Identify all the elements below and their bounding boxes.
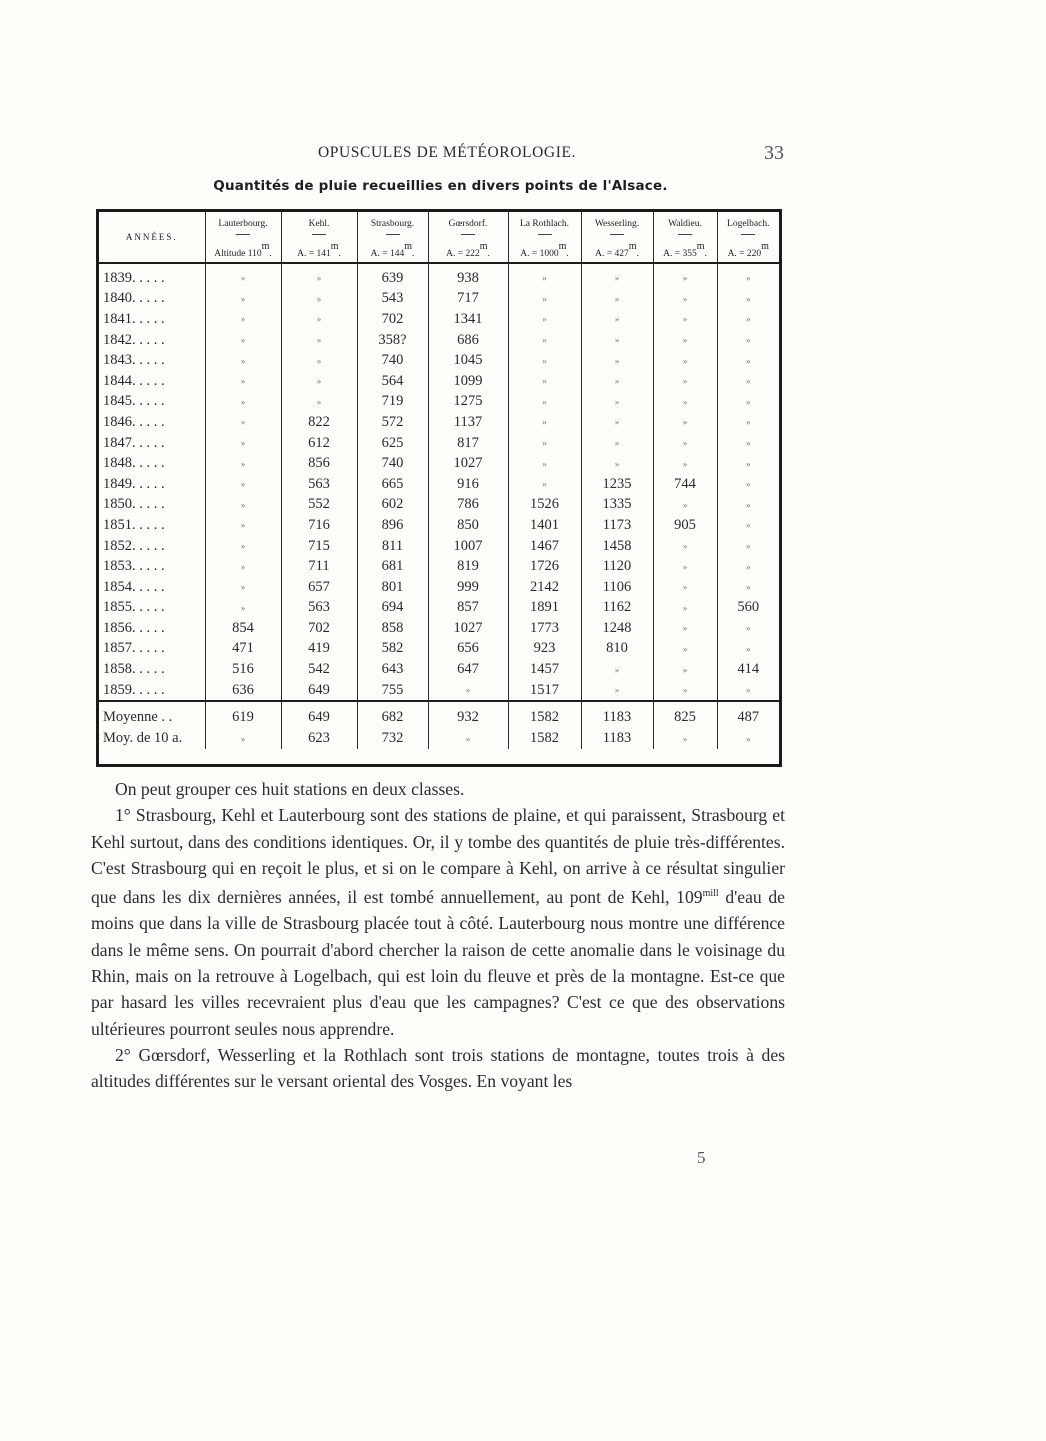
value-cell: » <box>205 392 281 413</box>
value-cell: 1248 <box>581 618 653 639</box>
value-cell: 1183 <box>581 728 653 749</box>
dash <box>236 234 250 235</box>
year-cell: 1847. . . . . <box>103 434 165 451</box>
table-row <box>99 330 779 351</box>
value-cell: » <box>653 680 717 702</box>
value-cell: 643 <box>357 659 428 680</box>
year-cell: 1852. . . . . <box>103 537 165 554</box>
value-cell: 740 <box>357 350 428 371</box>
value-cell: » <box>428 728 508 749</box>
value-cell: 543 <box>357 289 428 310</box>
station-altitude: A. = $141^m$. <box>297 241 341 259</box>
value-cell: » <box>717 474 779 495</box>
value-cell: » <box>653 412 717 433</box>
value-cell: » <box>508 309 581 330</box>
year-cell: Moyenne . . <box>99 701 205 728</box>
table-row <box>99 728 779 749</box>
value-cell: » <box>653 495 717 516</box>
value-cell: 1027 <box>428 618 508 639</box>
station-altitude: A. = $144^m$. <box>370 241 415 259</box>
value-cell: » <box>581 350 653 371</box>
value-cell: » <box>508 412 581 433</box>
value-cell: 647 <box>428 659 508 680</box>
value-cell: 819 <box>428 556 508 577</box>
table-body <box>99 263 779 701</box>
table-header-row <box>99 212 779 263</box>
value-cell: » <box>653 371 717 392</box>
value-cell: » <box>205 598 281 619</box>
year-cell: 1845. . . . . <box>103 393 165 410</box>
value-cell: 516 <box>205 659 281 680</box>
value-cell: » <box>653 350 717 371</box>
year-cell: 1849. . . . . <box>103 475 165 492</box>
station-altitude: Altitude 110$^m$. <box>214 241 272 259</box>
value-cell: » <box>653 263 717 289</box>
value-cell: » <box>205 309 281 330</box>
value-cell: » <box>717 680 779 702</box>
value-cell: 856 <box>281 453 357 474</box>
table-row <box>99 701 779 728</box>
value-cell: » <box>717 289 779 310</box>
value-cell: 850 <box>428 515 508 536</box>
value-cell: 639 <box>357 263 428 289</box>
station-header <box>428 212 508 263</box>
value-cell: 810 <box>581 639 653 660</box>
value-cell: » <box>653 728 717 749</box>
station-altitude: A. = $1000^m$. <box>520 241 569 259</box>
value-cell: 732 <box>357 728 428 749</box>
table-row <box>99 392 779 413</box>
value-cell: 582 <box>357 639 428 660</box>
value-cell: » <box>281 330 357 351</box>
table-row <box>99 515 779 536</box>
value-cell: 649 <box>281 701 357 728</box>
value-cell: 923 <box>508 639 581 660</box>
value-cell: 1106 <box>581 577 653 598</box>
year-cell: 1842. . . . . <box>103 331 165 348</box>
value-cell: 1517 <box>508 680 581 702</box>
value-cell: » <box>581 680 653 702</box>
value-cell: » <box>205 330 281 351</box>
dash <box>386 234 400 235</box>
dash <box>312 234 326 235</box>
station-header <box>508 212 581 263</box>
value-cell: » <box>508 371 581 392</box>
year-cell: 1855. . . . . <box>103 599 165 616</box>
value-cell: 560 <box>717 598 779 619</box>
value-cell: 801 <box>357 577 428 598</box>
value-cell: » <box>653 598 717 619</box>
value-cell: 682 <box>357 701 428 728</box>
station-header <box>653 212 717 263</box>
value-cell: 623 <box>281 728 357 749</box>
value-cell: » <box>508 263 581 289</box>
value-cell: 1582 <box>508 728 581 749</box>
table-row <box>99 495 779 516</box>
value-cell: 858 <box>357 618 428 639</box>
value-cell: 999 <box>428 577 508 598</box>
value-cell: 358? <box>357 330 428 351</box>
station-name: La Rothlach. <box>519 219 570 229</box>
value-cell: » <box>717 495 779 516</box>
station-name: Logelbach. <box>727 219 770 229</box>
table-row <box>99 618 779 639</box>
table-row <box>99 598 779 619</box>
value-cell: » <box>717 309 779 330</box>
table-row <box>99 474 779 495</box>
value-cell: 471 <box>205 639 281 660</box>
table-summary <box>99 701 779 749</box>
value-cell: » <box>717 330 779 351</box>
value-cell: » <box>581 371 653 392</box>
value-cell: » <box>205 263 281 289</box>
value-cell: 1275 <box>428 392 508 413</box>
value-cell: 811 <box>357 536 428 557</box>
value-cell: » <box>281 392 357 413</box>
value-cell: » <box>653 330 717 351</box>
value-cell: » <box>581 289 653 310</box>
paragraph: 2° Gœrsdorf, Wesserling et la Rothlach sont trois stations de montagne, toutes trois à des altitudes différentes sur le versant oriental des Vosges. En voyant les <box>91 1044 785 1092</box>
dash <box>741 234 755 235</box>
station-name: Waldieu. <box>668 219 702 229</box>
value-cell: 1582 <box>508 701 581 728</box>
value-cell: » <box>653 453 717 474</box>
station-altitude: A. = $222^m$. <box>446 241 490 259</box>
year-cell: 1858. . . . . <box>103 661 165 678</box>
year-cell: 1857. . . . . <box>103 640 165 657</box>
year-cell: 1859. . . . . <box>103 681 165 698</box>
value-cell: » <box>205 474 281 495</box>
dash <box>461 234 475 235</box>
value-cell: 625 <box>357 433 428 454</box>
value-cell: 419 <box>281 639 357 660</box>
value-cell: » <box>653 618 717 639</box>
table-row <box>99 577 779 598</box>
table-row <box>99 412 779 433</box>
value-cell: » <box>581 392 653 413</box>
value-cell: 1137 <box>428 412 508 433</box>
value-cell: » <box>205 515 281 536</box>
value-cell: » <box>717 433 779 454</box>
rainfall-table <box>99 212 779 749</box>
value-cell: » <box>717 536 779 557</box>
value-cell: » <box>653 392 717 413</box>
value-cell: 694 <box>357 598 428 619</box>
value-cell: » <box>581 412 653 433</box>
value-cell: 2142 <box>508 577 581 598</box>
value-cell: 1162 <box>581 598 653 619</box>
value-cell: » <box>508 392 581 413</box>
value-cell: 716 <box>281 515 357 536</box>
value-cell: 602 <box>357 495 428 516</box>
table-row <box>99 309 779 330</box>
value-cell: » <box>653 536 717 557</box>
value-cell: 686 <box>428 330 508 351</box>
station-header <box>717 212 779 263</box>
station-name: Lauterbourg. <box>218 219 268 229</box>
value-cell: 1401 <box>508 515 581 536</box>
value-cell: » <box>205 495 281 516</box>
value-cell: 719 <box>357 392 428 413</box>
station-altitude: A. = $427^m$. <box>595 241 639 259</box>
dash <box>610 234 624 235</box>
value-cell: » <box>508 474 581 495</box>
value-cell: 817 <box>428 433 508 454</box>
value-cell: » <box>281 263 357 289</box>
value-cell: 1773 <box>508 618 581 639</box>
year-cell: 1841. . . . . <box>103 310 165 327</box>
value-cell: 636 <box>205 680 281 702</box>
value-cell: 916 <box>428 474 508 495</box>
value-cell: 1457 <box>508 659 581 680</box>
value-cell: » <box>653 556 717 577</box>
value-cell: » <box>205 536 281 557</box>
value-cell: » <box>653 289 717 310</box>
value-cell: » <box>508 350 581 371</box>
value-cell: 896 <box>357 515 428 536</box>
paragraph: On peut grouper ces huit stations en deux classes. <box>115 779 465 799</box>
value-cell: 542 <box>281 659 357 680</box>
value-cell: » <box>653 433 717 454</box>
year-cell: 1848. . . . . <box>103 455 165 472</box>
year-cell: 1851. . . . . <box>103 516 165 533</box>
value-cell: 825 <box>653 701 717 728</box>
value-cell: » <box>717 618 779 639</box>
station-header <box>281 212 357 263</box>
year-cell: 1846. . . . . <box>103 413 165 430</box>
table-row <box>99 639 779 660</box>
value-cell: 1027 <box>428 453 508 474</box>
value-cell: 1526 <box>508 495 581 516</box>
value-cell: 681 <box>357 556 428 577</box>
value-cell: » <box>508 433 581 454</box>
table-title: Quantités de pluie recueillies en divers points de l'Alsace. <box>213 178 668 194</box>
page-header <box>0 144 1046 168</box>
value-cell: 656 <box>428 639 508 660</box>
station-name: Wesserling. <box>594 219 640 229</box>
year-cell: Moy. de 10 a. <box>103 730 183 747</box>
year-cell: 1840. . . . . <box>103 290 165 307</box>
station-header <box>581 212 653 263</box>
value-cell: » <box>205 371 281 392</box>
station-name: Strasbourg. <box>370 219 415 229</box>
value-cell: 563 <box>281 474 357 495</box>
value-cell: 563 <box>281 598 357 619</box>
value-cell: 717 <box>428 289 508 310</box>
table-row <box>99 453 779 474</box>
value-cell: 711 <box>281 556 357 577</box>
value-cell: 822 <box>281 412 357 433</box>
value-cell: » <box>717 728 779 749</box>
value-cell: 938 <box>428 263 508 289</box>
value-cell: » <box>581 659 653 680</box>
value-cell: » <box>653 309 717 330</box>
table-row <box>99 536 779 557</box>
value-cell: » <box>717 639 779 660</box>
value-cell: 1120 <box>581 556 653 577</box>
value-cell: 1726 <box>508 556 581 577</box>
value-cell: 487 <box>717 701 779 728</box>
page-number: 33 <box>764 142 784 164</box>
table-row <box>99 371 779 392</box>
value-cell: 1235 <box>581 474 653 495</box>
year-cell: 1839. . . . . <box>103 269 165 286</box>
value-cell: 1045 <box>428 350 508 371</box>
value-cell: » <box>205 556 281 577</box>
value-cell: » <box>281 289 357 310</box>
value-cell: » <box>653 659 717 680</box>
value-cell: » <box>717 392 779 413</box>
station-altitude: A. = $355^m$. <box>663 241 707 259</box>
value-cell: 715 <box>281 536 357 557</box>
value-cell: » <box>717 371 779 392</box>
station-altitude: A. = $220^m$ <box>727 241 769 259</box>
value-cell: » <box>717 412 779 433</box>
value-cell: 932 <box>428 701 508 728</box>
value-cell: » <box>717 577 779 598</box>
value-cell: » <box>281 350 357 371</box>
value-cell: » <box>717 453 779 474</box>
value-cell: » <box>653 577 717 598</box>
value-cell: 1099 <box>428 371 508 392</box>
value-cell: 1341 <box>428 309 508 330</box>
year-cell: 1856. . . . . <box>103 619 165 636</box>
value-cell: 665 <box>357 474 428 495</box>
value-cell: 740 <box>357 453 428 474</box>
value-cell: 572 <box>357 412 428 433</box>
unit-superscript: mill <box>702 888 719 900</box>
table-row <box>99 289 779 310</box>
value-cell: » <box>205 289 281 310</box>
table-row <box>99 556 779 577</box>
dash <box>538 234 552 235</box>
value-cell: 612 <box>281 433 357 454</box>
value-cell: » <box>717 350 779 371</box>
value-cell: » <box>581 433 653 454</box>
value-cell: 905 <box>653 515 717 536</box>
value-cell: 702 <box>357 309 428 330</box>
table-row <box>99 350 779 371</box>
table-row <box>99 659 779 680</box>
station-name: Gœrsdorf. <box>448 219 488 229</box>
value-cell: 786 <box>428 495 508 516</box>
value-cell: 755 <box>357 680 428 702</box>
signature-mark: 5 <box>697 1148 706 1167</box>
value-cell: 414 <box>717 659 779 680</box>
value-cell: » <box>205 453 281 474</box>
value-cell: 857 <box>428 598 508 619</box>
year-cell: 1850. . . . . <box>103 496 165 513</box>
table-row <box>99 680 779 702</box>
station-header <box>205 212 281 263</box>
value-cell: » <box>581 263 653 289</box>
dash <box>678 234 692 235</box>
value-cell: 1173 <box>581 515 653 536</box>
value-cell: 564 <box>357 371 428 392</box>
years-header-label: ANNÉES. <box>125 232 178 242</box>
running-title: OPUSCULES DE MÉTÉOROLOGIE. <box>318 144 576 161</box>
value-cell: » <box>508 453 581 474</box>
value-cell: » <box>281 309 357 330</box>
body-text <box>91 776 785 1095</box>
value-cell: 657 <box>281 577 357 598</box>
value-cell: » <box>205 412 281 433</box>
table-row <box>99 433 779 454</box>
years-column-header <box>99 212 205 263</box>
paragraph: 1° Strasbourg, Kehl et Lauterbourg sont des stations de plaine, et qui paraissent, Strasbourg et Kehl surtout, dans des conditions identiques. Or, il y tombe des quantités de pluie très-différentes. C'est Strasbourg qui en reçoit le plus, et si on le compare à Kehl, on arrive à ce résultat singulier que dans les dix dernières années, il est tombé annuellement, au pont de Kehl, $109^{mill}$ d'eau de moins que dans la ville de Strasbourg placée tout à côté. Lauterbourg nous montre une différence dans le même sens. On pourrait d'abord chercher la raison de cette anomalie dans le voisinage du Rhin, mais on la retrouve à Logelbach, qui est loin du fleuve et près de la montagne. Est-ce que par hasard les villes recevraient plus d'eau que les campagnes? C'est ce que des observations ultérieures pourront seules nous apprendre. <box>91 805 785 1039</box>
year-cell: 1853. . . . . <box>103 558 165 575</box>
value-cell: » <box>508 330 581 351</box>
value-cell: 1891 <box>508 598 581 619</box>
value-cell: 619 <box>205 701 281 728</box>
value-cell: » <box>581 330 653 351</box>
value-cell: 744 <box>653 474 717 495</box>
value-cell: 1183 <box>581 701 653 728</box>
year-cell: 1844. . . . . <box>103 372 165 389</box>
value-cell: 1335 <box>581 495 653 516</box>
value-cell: » <box>428 680 508 702</box>
value-cell: 1467 <box>508 536 581 557</box>
value-cell: 854 <box>205 618 281 639</box>
station-name: Kehl. <box>308 219 330 229</box>
value-cell: » <box>581 453 653 474</box>
value-cell: 1458 <box>581 536 653 557</box>
value-cell: » <box>205 350 281 371</box>
value-cell: » <box>717 263 779 289</box>
value-cell: » <box>281 371 357 392</box>
value-cell: » <box>717 515 779 536</box>
value-cell: » <box>205 577 281 598</box>
value-cell: » <box>581 309 653 330</box>
station-header <box>357 212 428 263</box>
value-cell: » <box>717 556 779 577</box>
value-cell: 1007 <box>428 536 508 557</box>
year-cell: 1843. . . . . <box>103 352 165 369</box>
value-cell: 649 <box>281 680 357 702</box>
year-cell: 1854. . . . . <box>103 578 165 595</box>
value-cell: » <box>205 728 281 749</box>
value-cell: » <box>205 433 281 454</box>
value-cell: » <box>508 289 581 310</box>
value-cell: » <box>653 639 717 660</box>
value-cell: 552 <box>281 495 357 516</box>
table-row <box>99 263 779 289</box>
value-cell: 702 <box>281 618 357 639</box>
